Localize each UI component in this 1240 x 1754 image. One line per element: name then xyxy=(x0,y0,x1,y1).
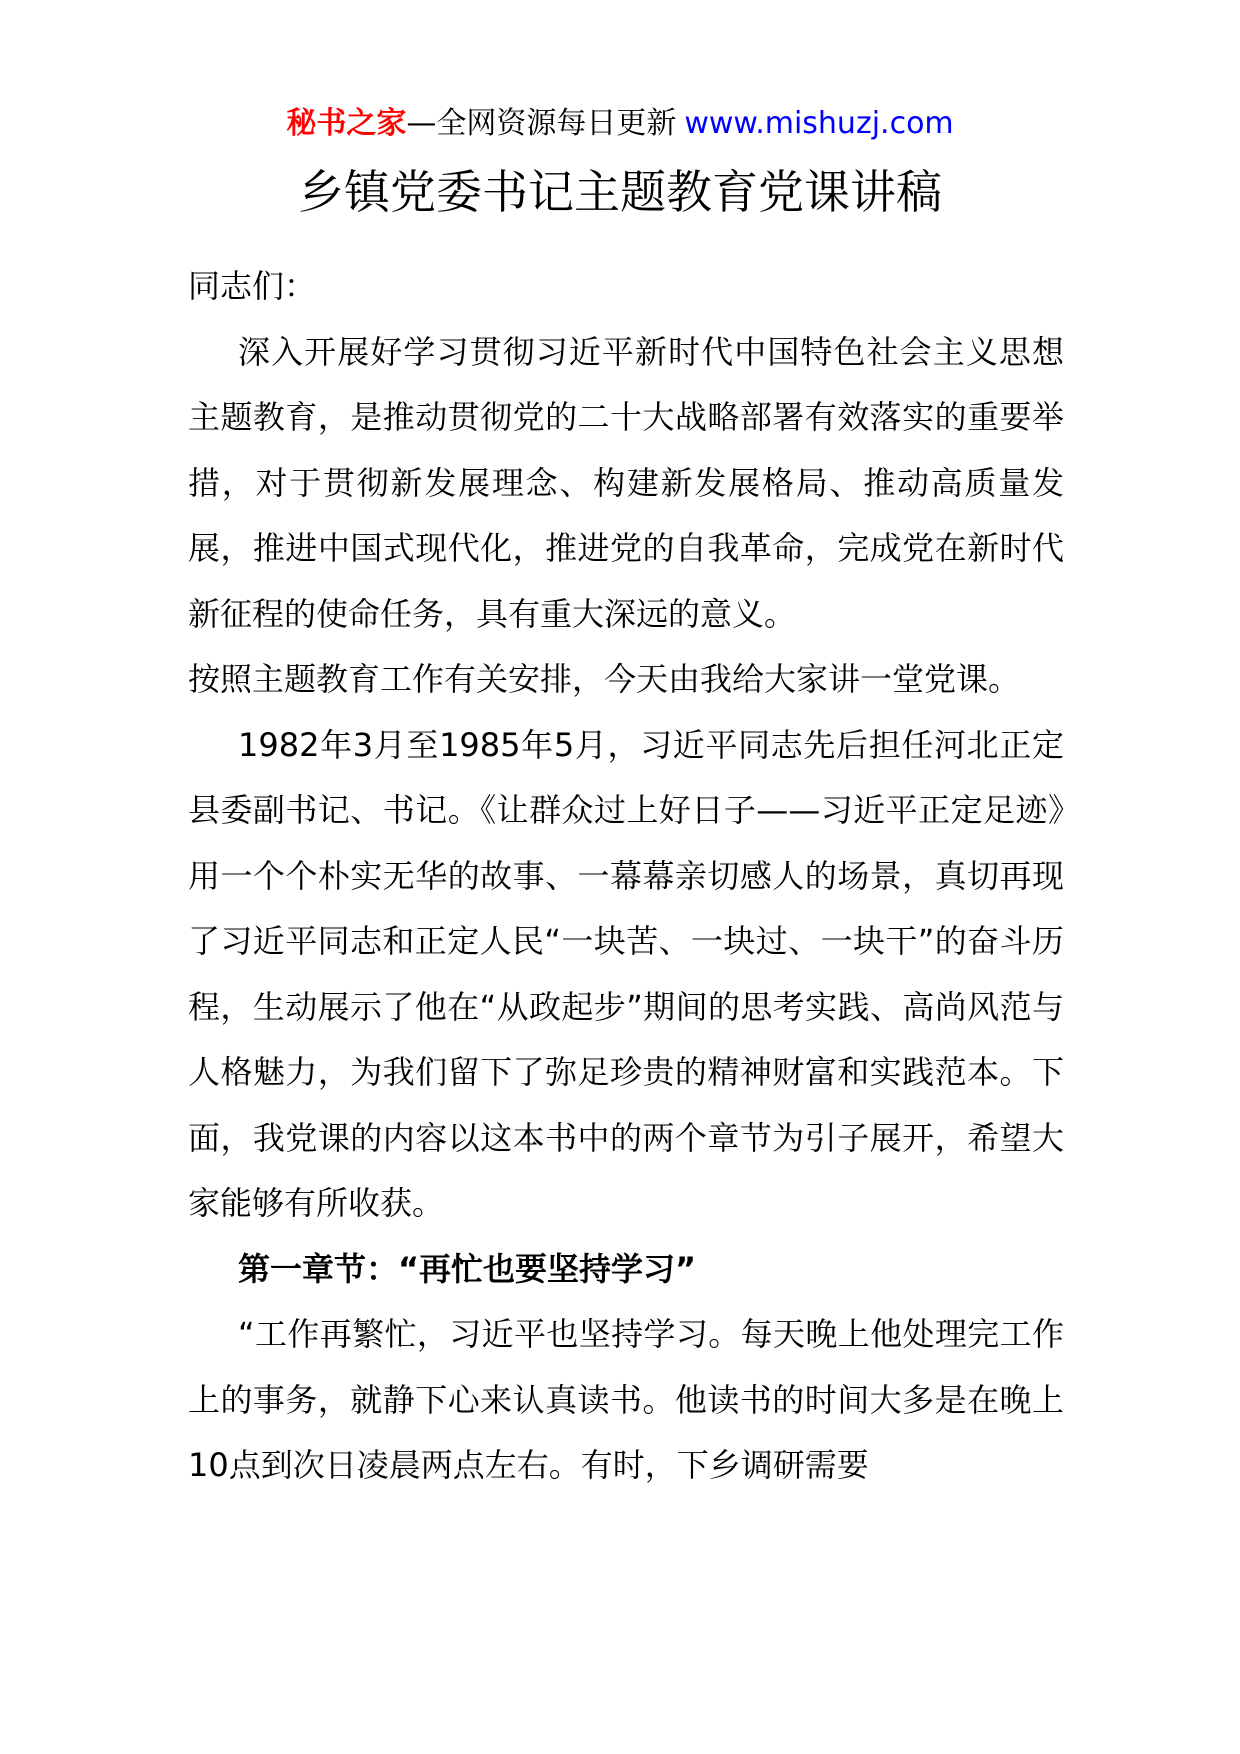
document-title: 乡镇党委书记主题教育党课讲稿 xyxy=(298,165,942,219)
paragraph: 1982年3月至1985年5月，习近平同志先后担任河北正定县委副书记、书记。《让群众过上好日子——习近平正定足迹》用一个个朴实无华的故事、一幕幕亲切感人的场景，真切再现了习近平同志和正定人民“一块苦、一块过、一块干”的奋斗历程，生动展示了他在“从政起步”期间的思考实践、高尚风范与人格魅力，为我们留下了弥足珍贵的精神财富和实践范本。下面，我党课的内容以这本书中的两个章节为引子展开，希望大家能够有所收获。 xyxy=(188,725,1064,1222)
document-body xyxy=(188,254,1064,1499)
paragraph: “工作再繁忙，习近平也坚持学习。每天晚上他处理完工作上的事务，就静下心来认真读书。他读书的时间大多是在晚上10点到次日凌晨两点左右。有时，下乡调研需要 xyxy=(188,1315,1064,1484)
paragraph: 按照主题教育工作有关安排，今天由我给大家讲一堂党课。 xyxy=(188,660,1021,698)
site-brand: 秘书之家 xyxy=(286,106,407,141)
section-heading: 第一章节：“再忙也要坚持学习” xyxy=(238,1249,697,1288)
site-url-link[interactable]: www.mishuzj.com xyxy=(684,106,954,141)
paragraph: 深入开展好学习贯彻习近平新时代中国特色社会主义思想主题教育，是推动贯彻党的二十大战略部署有效落实的重要举措，对于贯彻新发展理念、构建新发展格局、推动高质量发展，推进中国式现代化，推进党的自我革命，完成党在新时代新征程的使命任务，具有重大深远的意义。 xyxy=(188,332,1064,633)
site-header xyxy=(0,104,1240,144)
site-tagline: —全网资源每日更新 xyxy=(406,106,677,141)
salutation: 同志们： xyxy=(188,267,317,305)
